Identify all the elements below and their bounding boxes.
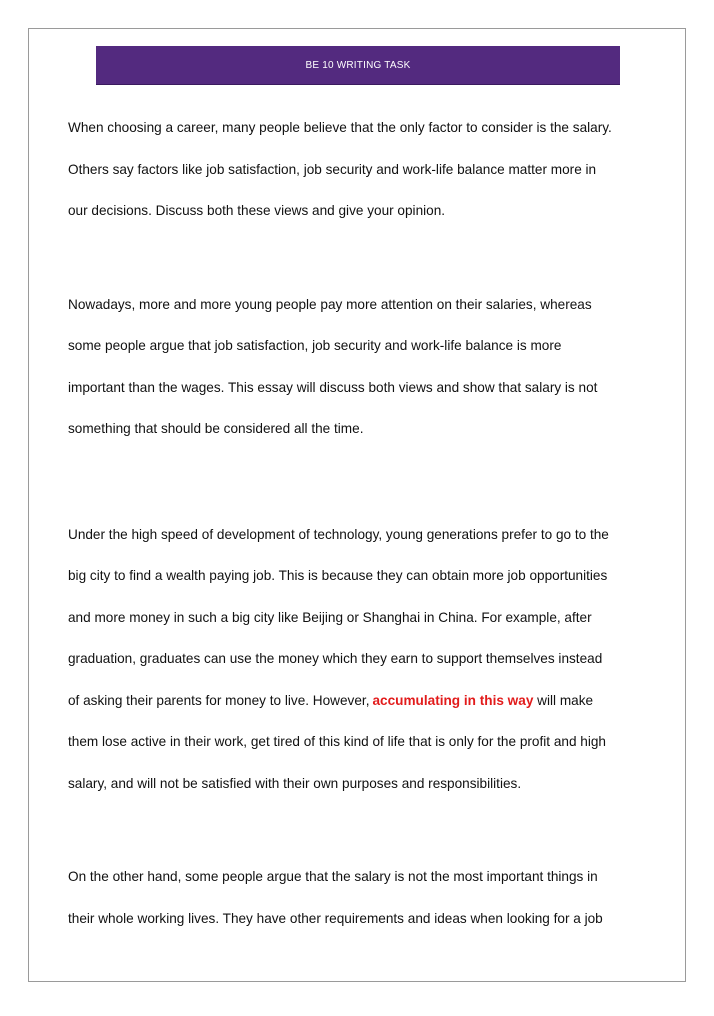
highlighted-phrase: accumulating in this way [372, 692, 534, 708]
line-text: will make [533, 692, 594, 708]
paragraph-line: and more money in such a big city like Beijing or Shanghai in China. For example, after [68, 609, 592, 625]
paragraph-gap [68, 804, 658, 856]
paragraph-line: something that should be considered all the time. [68, 421, 364, 436]
paragraph-line: them lose active in their work, get tired of this kind of life that is only for the profit and high [68, 734, 606, 749]
paragraph-introduction [68, 284, 658, 450]
line-text: of asking their parents for money to live. However, [68, 692, 370, 708]
prompt-line: Others say factors like job satisfaction, job security and work-life balance matter more in [68, 161, 597, 177]
paragraph-body-one [68, 514, 658, 805]
prompt-line: our decisions. Discuss both these views and give your opinion. [68, 203, 446, 218]
essay-content [68, 107, 658, 939]
title-banner [96, 46, 620, 84]
paragraph-gap [68, 450, 658, 514]
paragraph-line: salary, and will not be satisfied with their own purposes and responsibilities. [68, 775, 522, 791]
paragraph-line-with-highlight [68, 680, 658, 722]
document-page [28, 28, 686, 982]
paragraph-gap [68, 232, 658, 284]
prompt-line: When choosing a career, many people believe that the only factor to consider is the salary. [68, 120, 612, 135]
paragraph-line: On the other hand, some people argue that the salary is not the most important things in [68, 869, 598, 884]
paragraph-line: graduation, graduates can use the money which they earn to support themselves instead [68, 651, 603, 666]
task-prompt [68, 107, 658, 232]
paragraph-body-two [68, 856, 658, 939]
paragraph-line: some people argue that job satisfaction, job security and work-life balance is more [68, 338, 562, 353]
paragraph-line: their whole working lives. They have other requirements and ideas when looking for a job [68, 910, 603, 926]
paragraph-line: important than the wages. This essay will discuss both views and show that salary is not [68, 379, 598, 395]
paragraph-line: Under the high speed of development of technology, young generations prefer to go to the [68, 526, 609, 542]
banner-title: BE 10 WRITING TASK [305, 59, 411, 71]
paragraph-line: Nowadays, more and more young people pay more attention on their salaries, whereas [68, 296, 592, 312]
paragraph-line: big city to find a wealth paying job. This is because they can obtain more job opportunities [68, 568, 608, 583]
